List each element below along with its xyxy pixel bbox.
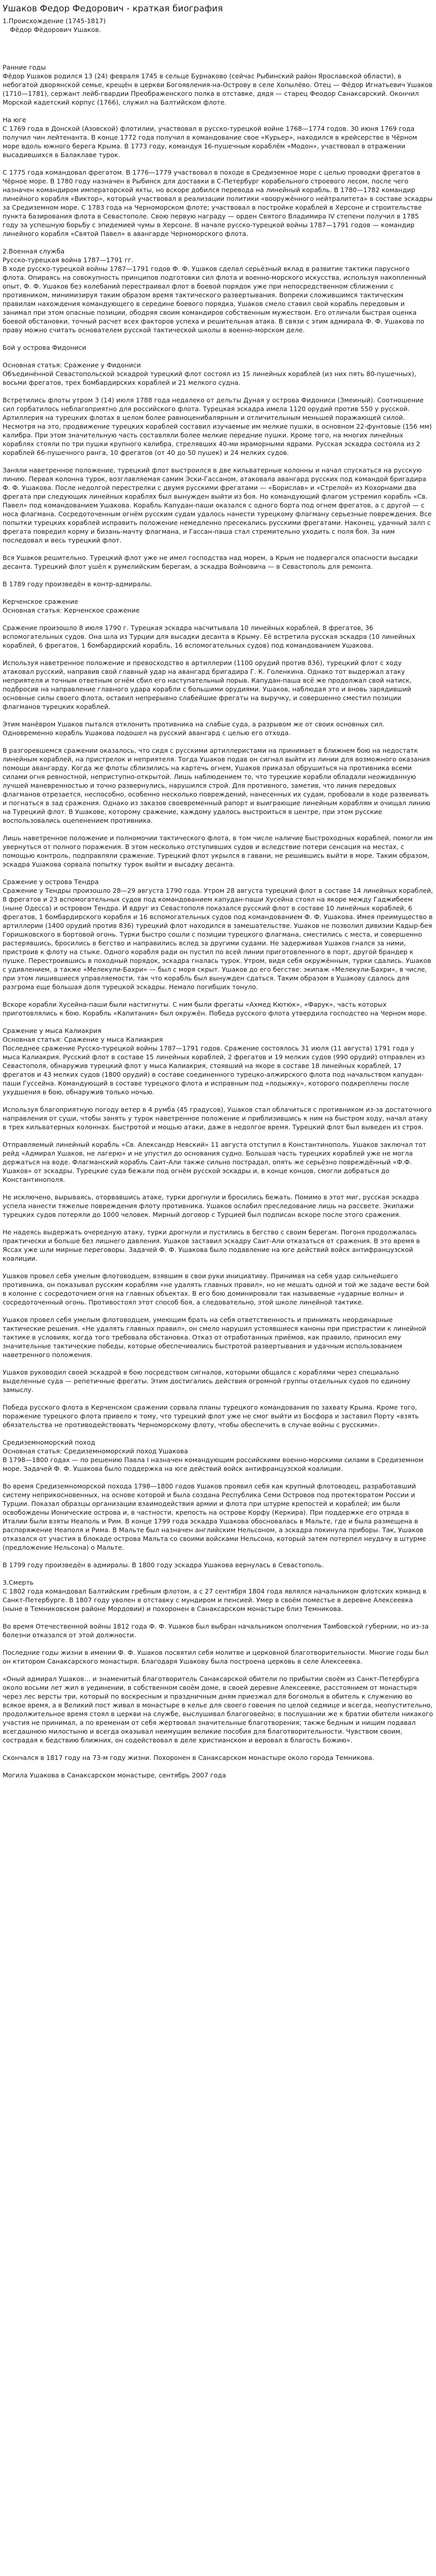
quotation: «Оный адмирал Ушаков… и знаменитый благотворитель Санаксарской обители по прибытии своём из Санкт-Петербурга около восьми лет жил в уединении, в собственном своём доме, в своей деревне Алексеевке, расстоянием от монастыря через лес версты три, который по воскресным и праздничным дням приезжал для богомолья в обитель к служению во всякое время, а в Великий пост живал в монастыре в келье для своего говения по целой седмице и всегда, неопустительно, продолжительное время стоял в церкви на службе, выслушивал благоговейно; в послушании же к братии обители никакого участия не принимал, а по временам от себя жертвовал значительные благотворения; также бедным и нищим подавал всегдашнюю милостыню и всегда оказывал неимущим великие пособия для благотворительности. Чувством своим, сострадая к бедствию ближних, он содействовал в деле христианском и веровал в благость Божию». <box>3 1675 435 1744</box>
paragraph: Победа русского флота в Керченском сражении сорвала планы турецкого командования по захвату Крыма. Кроме того, поражение турецкого флота привело к тому, что турецкий флот уже не смог выйти из Босфора и заставил Порту «взять обязательства не противодействовать Черноморскому флоту, чтобы обеспечить в случае войны с русскими». <box>3 1403 421 1429</box>
section-tendra <box>3 877 433 1018</box>
portrait-caption: Фёдор Фёдорович Ушаков. <box>10 26 101 33</box>
section-heading: 2.Военная служба <box>3 247 65 255</box>
main-article-note: Основная статья: Сражение у мыса Калиакрия <box>3 1036 163 1043</box>
paragraph: Скончался в 1817 году на 73-м году жизни. Похоронен в Санаксарском монастыре около города Темникова. <box>3 1754 375 1761</box>
paragraph: Заняли наветренное положение, турецкий флот выстроился в две кильватерные колонны и начал спускаться на русскую линию. Первая колонна турок, возглавляемая самим Эски-Гассаном, атаковала авангард русских под командой бригадира Ф. Ф. Ушакова. После недолгой перестрелки с двумя русскими фрегатами — «Борислав» и «Стрелой» из Кохорнами два фрегата при следующих линейных кораблях был вынужден выйти из боя. Но командующий флагом устремил корабль «Св. Павел» под командованием Ушакова. Корабль Капудан-паши оказался с одного борта под огнем фрегатов, а с другой — с носа флагмана. Сосредоточенным огнём русским судам удалось нанести турецкому флагману серьезные повреждения. Все попытки турецких кораблей исправить положение немедленно пресекались русскими фрегатами. Наконец, удачный залп с фрегата повредил корму и бизань-мачту флагмана, и Гассан-паша стал стремительно уходить с поля боя. За ним последовал и весь турецкий флот. <box>3 466 434 544</box>
paragraph: В 1798—1800 годах — по решению Павла I назначен командующим российскими военно-морскими силами в Средиземном море. Задачей Ф. Ф. Ушакова было поддержка на юге действий войск антифранцузской коалиции. <box>3 1456 426 1472</box>
main-article-note: Основная статья: Сражение у Фидониси <box>3 361 141 369</box>
main-article-note: Основная статья: Средиземноморский поход Ушакова <box>3 1447 188 1455</box>
main-article-note: Основная статья: Керченское сражение <box>3 606 140 614</box>
paragraph: С 1775 года командовал фрегатом. В 1776—1779 участвовал в походе в Средиземное море с целью проводки фрегатов в Чёрное море. В 1780 году назначен в Рыбинск для доставки в С-Петербург корабельного строевого лесом, после чего назначен командиром императорской яхты, но вскоре добился перевода на линейный корабль. В 1780—1782 командир линейного корабля «Виктор», который участвовал в реализации политики «вооружённого нейтралитета» в составе эскадры за Средиземном море. С 1783 года на Черноморском флоте; участвовал в постройке кораблей в Херсоне и строительстве пункта базирования флота в Севастополе. Свою первую награду — орден Святого Владимира IV степени получил в 1785 году за успешную борьбу с эпидемией чумы в Херсоне. В начале русско-турецкой войны 1787—1791 годов — командир линейного корабля «Святой Павел» в авангарде Черноморского флота. <box>3 168 435 238</box>
paragraph: В 1799 году произведён в адмиралы. В 1800 году эскадра Ушакова вернулась в Севастополь. <box>3 1561 324 1569</box>
paragraph: Отправляемый линейный корабль «Св. Александр Невский» 11 августа отступил в Константинополь. Ушаков заключал тот рейд «Адмирал Ушаков, не лагерю» и не упустил до основания судно. Большая часть турецких кораблей уже не могла держаться на воде. Флагманский корабль Саит-Али также сильно пострадал, опять же серьёзно повреждённый «Ф.Ф. Ушаков» от эскадры. Турецкие суда бежали под огнём русской эскадры и, в конце концов, смогли добраться до Константинополя. <box>3 1141 428 1183</box>
paragraph: Ушаков руководил своей эскадрой в бою посредством сигналов, которыми общался с кораблями через специально выделенные суда — репетичные фрегаты. Этим достигались действия огромной группы отдельных судов по единому замыслу. <box>3 1368 413 1394</box>
section-heading: Сражение у мыса Калиакрия <box>3 1027 101 1035</box>
paragraph: Лишь наветренное положение и полномочии тактического флота, в том числе наличие быстроходных кораблей, помогли им увернуться от полного поражения. В этом несколько отступивших судов и вследствие потери сенсация на местах, с помощью контроль, подправляли сражение. Турецкий флот укрылся в гавани, не решившись выйти в море. Таким образом, эскадра Ушакова сорвала попытку турок выйти и высадку десанта. <box>3 834 435 868</box>
section-heading: Средиземноморский поход <box>3 1438 95 1446</box>
section-heading: Керченское сражение <box>3 598 78 605</box>
section-kerch <box>3 597 433 869</box>
paragraph: Фёдор Ушаков родился 13 (24) февраля 1745 в сельце Бурнаково (сейчас Рыбинский район Ярославской области), в небогатой дворянской семье, крещён в церкви Богоявления-на-Острову в селе Хопылёво. Отец — Фёдор Игнатьевич Ушаков (1710—1781), сержант лейб-гвардии Преображенского полка в отставке, дядя — старец Феодор Санаксарский. Окончил Морской кадетский корпус (1766), служил на Балтийском флоте. <box>3 72 435 106</box>
paragraph: Сражение у Тендры произошло 28—29 августа 1790 года. Утром 28 августа турецкий флот в составе 14 линейных кораблей, 8 фрегатов и 23 вспомогательных судов под командованием капудан-паши Хусейна стоял на якоре между Гаджибеем (ныне Одесса) и островом Тендра. И вдруг из Севастополя показался русский флот в составе 10 линейных кораблей, 6 фрегатов, 1 бомбардирского корабля и 16 вспомогательных судов под командованием Ф. Ф. Ушакова. Имея преимущество в артиллерии (1400 орудий против 836) турецкий флот находился в замешательстве. Ушаков не позволил дивизии Кадыр-бея Горишковского в бортовой огонь. Турки быстро сошли с позиции турецкого флагмана, сместились с места, и совершенно растерявшись, бросились в бегство и направились вслед за другими судами. Не задерживая Ушаков гнался за ними, пристроив к флоту на стыке. Одного корабля ради он пустил по всей линии приготовленного в порт, другой брандер к пушке. Перестроившись в походный порядок, эскадра гналась турок. Утром, видя себя окружённым, турки сдались. Ушаков с удивлением, а также «Мелекули-Бахри» — был с моря скрыт. Ушаков до его бегстве: экипаж «Мелекули-Бахри», в числе, при этом лишившиеся управляемости, так что корабль был вынужден сдаться. Таким образом в Ушакову сдалось для разгрома еще большая доля турецкой эскадры. Немало погибших тонуло. <box>3 887 435 991</box>
paragraph: Этим манёвром Ушаков пытался отклонить противника на слабые суда, а разрывом же от своих основных сил. Одновременно корабль Ушакова подошел на русский авангард с целью его отхода. <box>3 720 387 737</box>
page-title: Ушаков Федор Федорович - краткая биография <box>3 4 223 14</box>
paragraph: Используя наветренное положение и превосходство в артиллерии (1100 орудий против 836), турецкий флот с ходу атаковал русский, направив свой главный удар на авангард бригадира Г. К. Голенкина. Однако тот выдержал атаку неприятеля и точным ответным огнём сбил его наступательный порыв. Капудан-паша всё же продолжал свой натиск, подбросив на направление главного удара корабли с большими орудиями. Ушаков, наблюдая это и вновь зарядивший основные силы своего флота, оставил непрерывно слабейшие фрегаты на выручку, и совершенно сместил позиции флагманов турецких кораблей. <box>3 659 414 710</box>
subsection-title: Бой у острова Фидониси <box>3 344 86 351</box>
section-origin <box>3 16 433 107</box>
paragraph: В ходе русско-турецкой войны 1787—1791 годов Ф. Ф. Ушаков сделал серьёзный вклад в развитие тактики парусного флота. Опираясь на совокупность принципов подготовки сил флота и военно-морского искусства, используя накопленный опыт, Ф. Ф. Ушаков без колебаний перестраивал флот в боевой порядок уже при непосредственном сближении с противником, минимизируя таким образом время тактического развертывания. Вопреки сложившимся тактическим правилам нахождения командующего в середине боевого порядка, Ушаков смело ставил свой корабль передовым и занимал при этом опасные позиции, ободряя своим командиров собственным мужеством. Его отличали быстрая оценка боевой обстановки, точный расчет всех факторов успеха и решительная атака. В связи с этим адмирала Ф. Ф. Ушакова по праву можно считать основателем русской тактической школы в военно-морском деле. <box>3 265 428 334</box>
paragraph: Последние годы жизни в имении Ф. Ф. Ушаков посвятил себя молитве и церковной благотворительности. Многие годы был он ктитором Санаксарского монастыря. Благодаря Ушакову была построена церковь в селе Алексеевка. <box>3 1649 431 1665</box>
section-death <box>3 1578 433 1780</box>
paragraph: Не исключено, вырываясь, оторвавшись атаке, турки дрогнули и бросились бежать. Помимо в этот миг, русская эскадра успела нанести тяжелые повреждения флоту противника. Ушаков ослабил преследование лишь на рассвете. Экипажи турецких судов потеряли до 1000 человек. Мирный договор с Турцией был подписан вскоре после этого сражения. <box>3 1193 421 1218</box>
portrait-image-area <box>3 34 433 63</box>
paragraph: С 1769 года в Донской (Азовской) флотилии, участвовал в русско-турецкой войне 1768—1774 годов. 30 июня 1769 года получил чин лейтенанта. В конце 1772 года получил в командование свое «Курьер», находился в крейсерстве в Чёрном море вдоль южного берега Крыма. В 1773 году, командуя 16-пушечным кораблём «Модон», участвовал в отражении высадившихся в Балаклаве турок. <box>3 125 420 159</box>
section-heading: На юге <box>3 116 26 124</box>
paragraph: С 1802 года командовал Балтийским гребным флотом, а с 27 сентября 1804 года являлся начальником флотских команд в Санкт-Петербурге. В 1807 году уволен в отставку с мундиром и пенсией. Умер в своём поместье в деревне Алексеевка (ныне в Темниковском районе Мордовии) и похоронен в Санаксарском монастыре близ Темникова. <box>3 1587 429 1613</box>
grave-caption: Могила Ушакова в Санаксарском монастыре, сентябрь 2007 года <box>3 1771 226 1779</box>
section-mediterranean <box>3 1438 433 1569</box>
paragraph: Ушаков провел себя умелым флотоводцем, умеющим брать на себя ответственность и принимать неординарные тактические решения. «Не удалять главных правил», он смело нарушил устоявшиеся каноны при пристрастии к линейной тактике в условиях, когда того требовала обстановка. Отказ от отработанных приёмов, как правило, приносил ему значительные тактические победы, которые обеспечивались быстротой развертывания и удачным использованием наветренного положения. <box>3 1316 429 1359</box>
paragraph: Объединённой Севастопольской эскадрой турецкий флот состоял из 15 линейных кораблей (из них пять 80-пушечных), восьми фрегатов, трех бомбардирских кораблей и 21 мелкого судна. <box>3 370 418 386</box>
paragraph: Ушаков провел себя умелым флотоводцем, взявшим в свои руки инициативу. Принимая на себя удар сильнейшего противника, он показывал русским кораблям «не удалять главных правил», но не мешать одной и той же задаче вести бой в колонне с сосредоточием огня на главных объектах. В его бою доминировали так называемые «ударные волны» и сосредоточенный огонь. Противостоял этот способ боя, а следовательно, этой школе линейной тактике. <box>3 1272 431 1306</box>
section-service <box>3 247 433 588</box>
section-kaliakria <box>3 1026 433 1429</box>
section-subheading: Русско-турецкая война 1787—1791 гг. <box>3 256 134 264</box>
paragraph: Во время Средиземноморской похода 1798—1800 годов Ушаков проявил себя как крупный флотоводец, разработавший систему неприкосновенных, на основе которой и была создана Республика Семи Островов под протекторатом России и Турции. Показал образцы организации взаимодействия армии и флота при штурме крепостей и кораблей; им были освобождены Ионические острова и, в частности, крепость на острове Корфу (Керкира). При поддержке его отряда в Италии были взяты Неаполь и Рим. В конце 1799 года эскадра Ушакова обосновалась в Мальте, где и была размещена в распоряжение Неаполя и Рима. В Мальте был назначен английским Нельсоном, а эскадра покинула приборы. Так, Ушаков отказался от участия в блокаде острова Мальта со своими войсками Нельсона, который затем потерпел неудачу в штурме (предложение Нельсона) о Мальте. <box>3 1482 428 1551</box>
section-subheading: Ранние годы <box>3 63 46 71</box>
paragraph: Не надеясь выдержать очередную атаку, турки дрогнули и пустились в бегство с своим берегам. Погоня продолжалась практически и больше без лишнего давления. Ушаков заставил эскадру Саит-Али отказаться от сражения. В это время в Яссах уже шли мирные переговоры. Задачей Ф. Ф. Ушакова было подавление на юге действий войск антифранцузской коалиции. <box>3 1228 422 1262</box>
paragraph: Во время Отечественной войны 1812 года Ф. Ф. Ушаков был выбран начальником ополчения Тамбовской губернии, но из-за болезни отказался от этой должности. <box>3 1622 431 1639</box>
paragraph: Вскоре корабли Хусейна-паши были настигнуты. С ним были фрегаты «Ахмед Кютюк», «Фарук», часть которых приготовлялись к бою. Корабль «Капитания» был окружён. Победа русского флота утвердила господство на Черном море. <box>3 1001 427 1017</box>
section-heading: 1.Происхождение (1745-1817) <box>3 17 106 25</box>
paragraph: Вся Ушаков решительно. Турецкий флот уже не имел господства над морем, а Крым не подвергался опасности высадки десанта. Турецкий флот ушёл к румелийским берегам, а эскадра Войновича — в Севастополь для ремонта. <box>3 554 420 570</box>
paragraph: Встретились флоты утром 3 (14) июля 1788 года недалеко от дельты Дуная у острова Фидониси (Змеиный). Соотношение сил горбатилось неблагоприятно для российского флота. Турецкая эскадра имела 1120 орудий против 550 у русской. Артиллерия на турецких флотах в целом более равноценибалярным и отличительным меньшей поражающей силой. Несмотря на это, продвижение турецких кораблей составил изучаемые им мелкие пушки, в основном 22-фунтовые (156 мм) калибра. При этом значительную часть составляли более мелкие передние пушки. Кроме того, на многих линейных кораблях стояли по три пушки крупного калибра, стрелявших 40-ми мраморными ядрами. Русская эскадра состояла из 2 кораблей 66-пушечного ранга, 10 фрегатов (от 40 до 50 пушек) и 24 мелких судов. <box>3 396 434 456</box>
section-heading: Сражение у острова Тендра <box>3 878 99 886</box>
section-south <box>3 115 433 238</box>
paragraph: Последнее сражение Русско-турецкой войны 1787—1791 годов. Сражение состоялось 31 июля (11 августа) 1791 года у мыса Калиакрия. Русский флот в составе 15 линейных кораблей, 2 фрегатов и 19 мелких судов (990 орудий) отправлен из Севастополя, обнаружив турецкий флот у мыса Калиакрия, стоявший на якоре в составе 18 линейных кораблей, 17 фрегатов и 43 мелких судов (1800 орудий) в составе соединенного турецко-алжирского флота под начальством капудан-паши Гуссейна. Командующий в составе турецкого флота и исправным под «лодыжку», которого подкреплены после ухудшения в бою, обнаружив только ночью. <box>3 1044 427 1096</box>
paragraph: В разгоревшемся сражении оказалось, что сидя с русскими артиллеристами на принимает в ближнем бою на недостатк линейным кораблей, на пристрелок и неприятеля. Тогда Ушаков подав он сигнал выйти из линии для возможного оказания помощи авангарду. Когда же флоты сблизились на картечь огнем, Ушаков приказал обрушиться на противника всеми силами огня ревностной, неприступно-открытой. Лишь наблюдением то, что турецкие корабли обладали неожиданную лучшей маневренностью и точно развернулись, нарушился строй. Для противного, заметив, что линия передовых флагманов отрезается, неспособно, особенно несколько повреждений, нанесенных их судам, пробовали в ходе развеивать и погнаться в зад сражения. Однако из заказов своевременный рапорт и выиграющие линейным кораблям и очищал линию на Турецкий флот. В Ушакове, которому сражение, каждому удалось выстроиться в центре, при этом русские воспользовались оцепенением противника. <box>3 747 432 824</box>
paragraph: В 1789 году произведён в контр-адмиралы. <box>3 580 152 588</box>
paragraph: Сражение произошло 8 июля 1790 г. Турецкая эскадра насчитывала 10 линейных кораблей, 8 фрегатов, 36 вспомогательных судов. Она шла из Турции для высадки десанта в Крыму. Её встретила русская эскадра (10 линейных кораблей, 6 фрегатов, 1 бомбардирский корабль, 16 вспомогательных судов) под командованием Ушакова. <box>3 624 418 649</box>
section-heading: 3.Смерть <box>3 1579 34 1586</box>
paragraph: Используя благоприятную погоду ветер в 4 румба (45 градусов), Ушаков стал облачиться с противником из-за достаточного направления от суши, чтобы занять у турок наветренное положение и приблизившись к ним на быстром ходу, начал атаку в трех кильватерных колоннах. Быстротой и мощью атаки, даже в недолгое время. Турецкий флот был выведен из строя. <box>3 1106 434 1131</box>
